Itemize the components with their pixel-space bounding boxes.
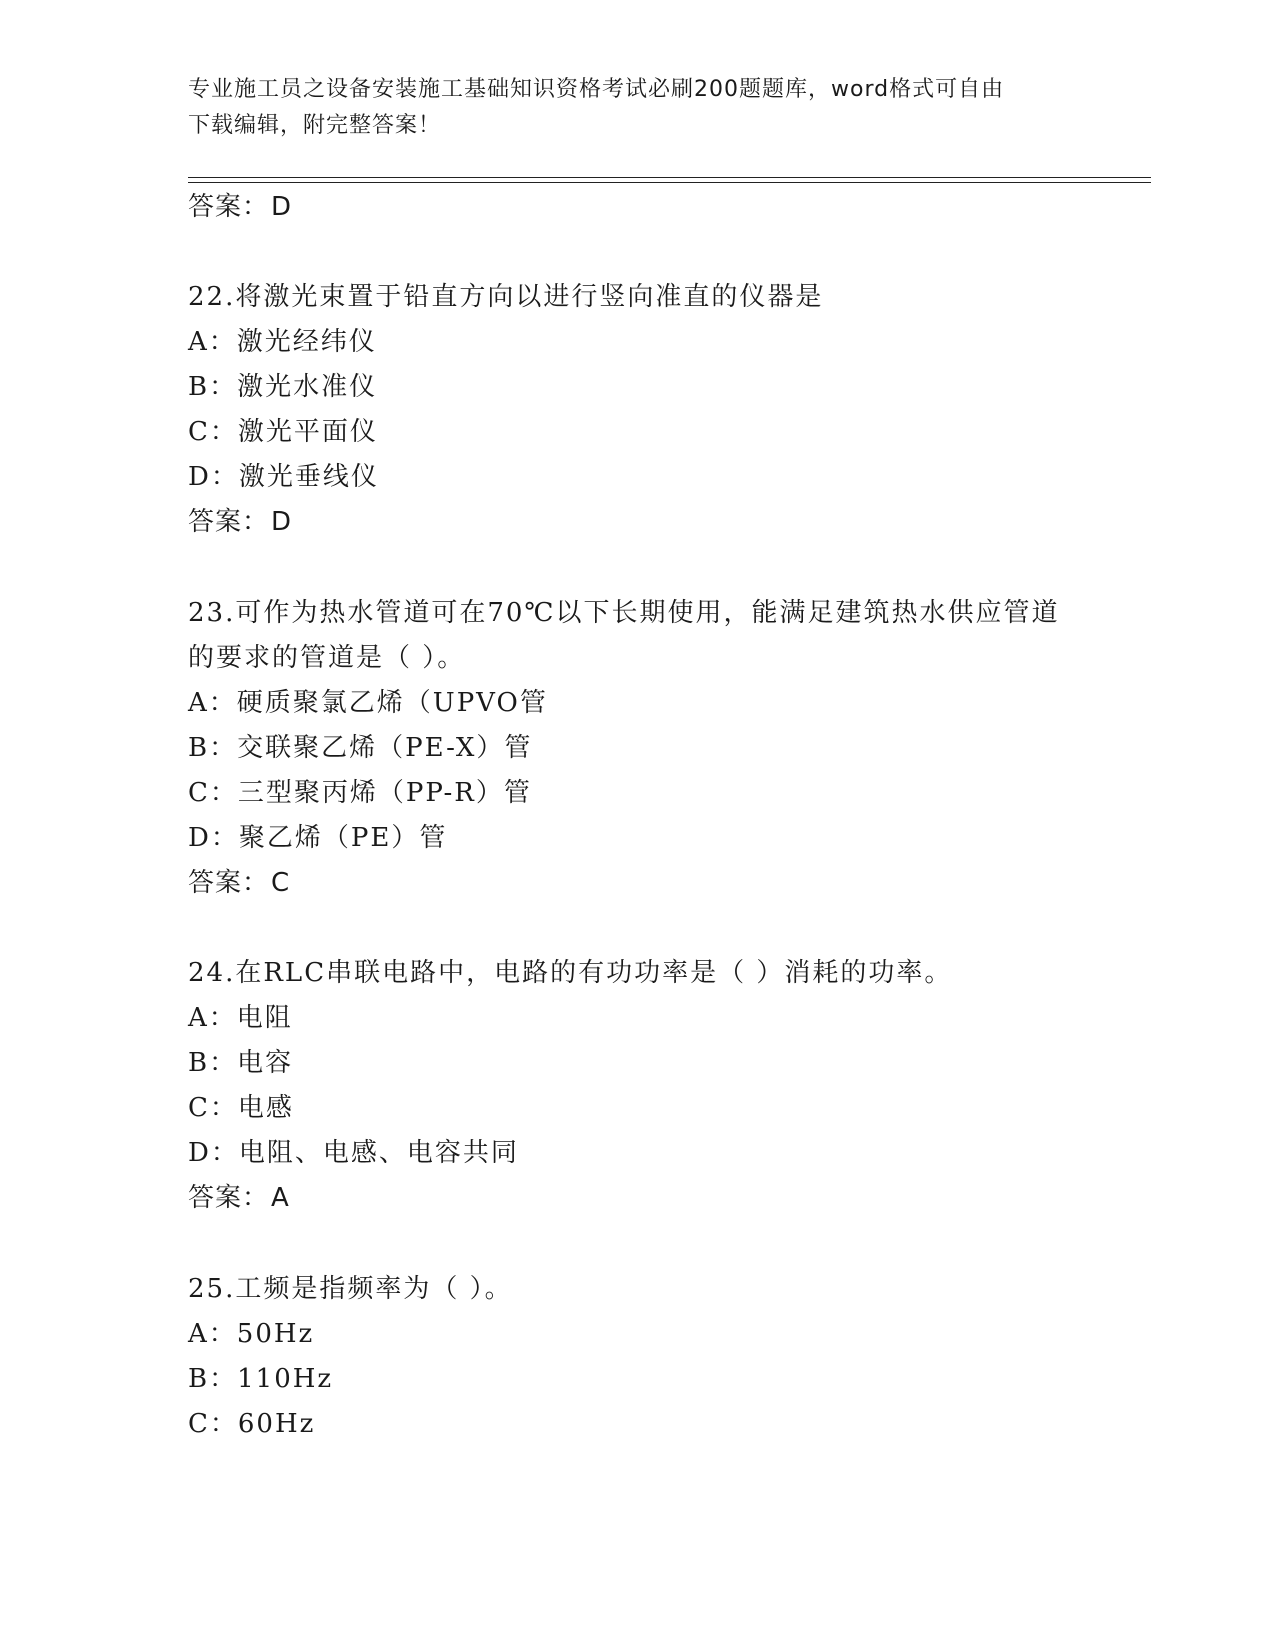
option-23-c: C：三型聚丙烯（PP-R）管 [188,778,532,808]
answer-value: C [271,868,291,898]
option-22-b: B：激光水准仪 [188,372,378,402]
option-25-b: B：110Hz [188,1364,334,1394]
answer-line-q21 [188,191,292,223]
answer-label: 答案： [188,868,270,898]
option-24-c: C：电感 [188,1093,294,1123]
question-stem-23-line2: 的要求的管道是（ ）。 [188,643,466,673]
option-22-a: A：激光经纬仪 [188,327,377,357]
option-24-b: B：电容 [188,1048,294,1078]
header-line-1: 专业施工员之设备安装施工基础知识资格考试必刷200题题库，word格式可自由 [188,77,1005,102]
answer-value: D [271,507,293,537]
option-23-d: D：聚乙烯（PE）管 [188,823,448,853]
answer-value: D [271,192,293,222]
option-23-a: A：硬质聚氯乙烯（UPVO管 [188,688,548,718]
option-25-a: A：50Hz [188,1319,315,1349]
answer-line-q24 [188,1182,290,1214]
answer-line-q22 [188,506,292,538]
answer-label: 答案： [188,507,270,537]
answer-label: 答案： [188,1183,270,1213]
header-divider-top [188,177,1151,178]
option-22-c: C：激光平面仪 [188,417,378,447]
option-24-a: A：电阻 [188,1003,293,1033]
option-23-b: B：交联聚乙烯（PE-X）管 [188,733,533,763]
question-stem-22: 22.将激光束置于铅直方向以进行竖向准直的仪器是 [188,282,824,312]
document-header [188,72,1088,144]
answer-label: 答案： [188,192,270,222]
option-24-d: D：电阻、电感、电容共同 [188,1138,519,1168]
option-25-c: C：60Hz [188,1409,316,1439]
question-stem-24: 24.在RLC串联电路中，电路的有功功率是（ ）消耗的功率。 [188,958,953,988]
answer-line-q23 [188,867,290,899]
header-line-2: 下载编辑，附完整答案！ [188,113,442,138]
header-divider-bottom [188,182,1151,183]
option-22-d: D：激光垂线仪 [188,462,379,492]
answer-value: A [271,1183,290,1213]
question-stem-25: 25.工频是指频率为（ ）。 [188,1274,513,1304]
question-stem-23-line1: 23.可作为热水管道可在70℃以下长期使用，能满足建筑热水供应管道 [188,598,1060,628]
